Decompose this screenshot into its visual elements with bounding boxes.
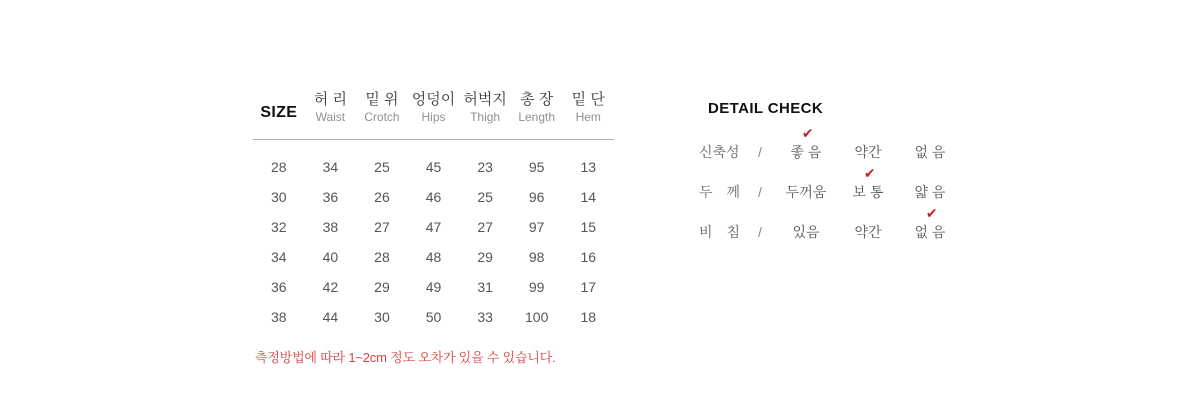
table-cell: 96 [528,189,545,205]
column-header-korean: 허 리 [313,91,347,108]
detail-check-row [699,125,969,172]
detail-check-option: 있음 [792,224,820,240]
table-cell: 18 [580,309,597,325]
table-cell: 47 [425,219,442,235]
column-header [305,86,357,139]
detail-check-title: DETAIL CHECK [708,100,824,117]
table-cell: 15 [580,219,597,235]
table-cell: 33 [477,309,493,325]
column-header [562,86,614,139]
detail-check-option: 약간 [854,224,882,240]
column-header-english: Thigh [470,110,501,124]
table-cell: 26 [374,189,390,205]
table-cell: 34 [271,249,287,265]
table-cell: 46 [425,189,442,205]
table-cell: 13 [580,159,597,175]
detail-check-label: 두 께 [699,184,741,200]
table-cell: 30 [271,189,287,205]
table-row [253,182,614,212]
detail-check-option: 보 통 ✔ [852,165,884,200]
detail-check-separator: / [758,224,762,240]
size-table-header-row [253,86,614,140]
table-cell: 40 [322,249,339,265]
column-header [408,86,460,139]
table-cell: 36 [271,279,287,295]
table-cell: 32 [271,219,287,235]
checkmark-icon: ✔ [925,205,938,221]
column-header-english: Waist [315,110,346,124]
table-cell: 14 [580,189,597,205]
table-cell: 98 [528,249,545,265]
column-header [459,86,511,139]
table-row [253,302,614,332]
detail-check-label: 비 침 [699,224,741,240]
column-header-english: Hips [421,110,446,124]
column-header-korean: 밑 단 [571,91,605,108]
table-cell: 23 [477,159,493,175]
detail-check-section [699,100,969,252]
table-cell: 38 [271,309,287,325]
column-header-english: Hem [575,110,601,124]
detail-check-option: 없 음 [914,144,946,160]
size-table-title: SIZE [260,103,298,121]
checkmark-icon: ✔ [863,165,876,181]
column-header-korean: 총 장 [520,91,554,108]
detail-check-option: 없 음 ✔ [914,205,946,240]
detail-check-row [699,205,969,252]
detail-check-option: 약간 [854,144,882,160]
size-table-section [253,86,614,332]
table-cell: 27 [374,219,390,235]
column-header [511,86,563,139]
detail-check-label: 신축성 [699,144,740,160]
column-header-korean: 엉덩이 [411,91,456,108]
table-cell: 50 [425,309,442,325]
table-cell: 27 [477,219,493,235]
table-cell: 34 [322,159,339,175]
measurement-note: 측정방법에 따라 1~2cm 정도 오차가 있을 수 있습니다. [255,350,556,365]
table-row [253,212,614,242]
table-cell: 44 [322,309,339,325]
table-cell: 38 [322,219,339,235]
table-cell: 100 [525,309,549,325]
table-cell: 42 [322,279,339,295]
table-row [253,242,614,272]
table-cell: 28 [271,159,287,175]
table-cell: 49 [425,279,442,295]
detail-check-rows [699,125,969,252]
table-cell: 95 [528,159,545,175]
column-header-korean: 허벅지 [463,91,507,108]
detail-check-option: 좋 음 ✔ [790,125,822,160]
table-cell: 31 [477,279,493,295]
column-header [356,86,408,139]
table-cell: 99 [528,279,545,295]
table-cell: 30 [374,309,390,325]
detail-check-separator: / [758,184,762,200]
table-cell: 48 [425,249,442,265]
column-header-english: Length [518,110,556,124]
table-cell: 29 [374,279,390,295]
column-header-korean: 밑 위 [365,91,399,108]
column-header-english: Crotch [364,110,400,124]
table-cell: 45 [425,159,442,175]
table-cell: 36 [322,189,339,205]
table-row [253,272,614,302]
table-cell: 28 [374,249,390,265]
table-cell: 25 [477,189,493,205]
table-cell: 16 [580,249,597,265]
table-cell: 25 [374,159,390,175]
table-cell: 29 [477,249,493,265]
size-table-body [253,140,614,332]
detail-check-option: 얇 음 [914,184,946,200]
checkmark-icon: ✔ [801,125,814,141]
table-cell: 97 [528,219,545,235]
table-cell: 17 [580,279,597,295]
detail-check-option: 두꺼움 [785,184,827,200]
detail-check-separator: / [758,144,762,160]
table-row [253,152,614,182]
